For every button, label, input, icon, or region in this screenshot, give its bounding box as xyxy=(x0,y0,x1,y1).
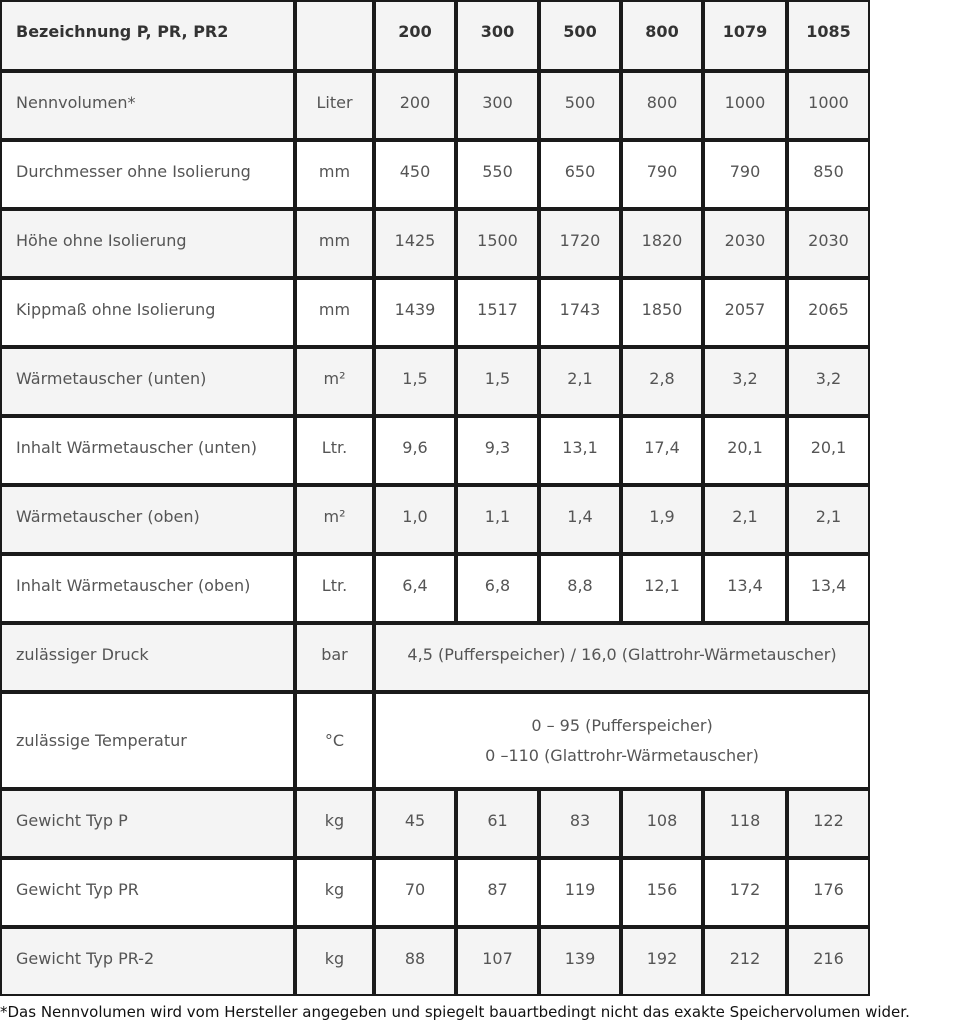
table-row xyxy=(0,485,870,554)
table-row xyxy=(0,140,870,209)
row-label: zulässiger Druck xyxy=(0,623,295,692)
row-value: 9,6 xyxy=(374,416,456,485)
merged-value-line: 0 – 95 (Pufferspeicher) xyxy=(531,715,713,735)
row-value: 1,4 xyxy=(539,485,621,554)
row-value: 2065 xyxy=(787,278,870,347)
table-header-row xyxy=(0,0,870,71)
row-value: 12,1 xyxy=(621,554,703,623)
row-label: Gewicht Typ PR xyxy=(0,858,295,927)
row-value: 156 xyxy=(621,858,703,927)
table-row xyxy=(0,278,870,347)
row-value: 83 xyxy=(539,789,621,858)
table-row xyxy=(0,347,870,416)
row-value: 790 xyxy=(703,140,787,209)
row-value: 122 xyxy=(787,789,870,858)
header-label: Bezeichnung P, PR, PR2 xyxy=(0,0,295,71)
row-value: 3,2 xyxy=(703,347,787,416)
row-value: 850 xyxy=(787,140,870,209)
row-unit: m² xyxy=(295,347,374,416)
row-value: 1439 xyxy=(374,278,456,347)
row-value: 2030 xyxy=(787,209,870,278)
row-value: 1,5 xyxy=(374,347,456,416)
row-value: 87 xyxy=(456,858,539,927)
row-value: 1500 xyxy=(456,209,539,278)
row-value: 3,2 xyxy=(787,347,870,416)
header-model: 300 xyxy=(456,0,539,71)
row-value: 1,1 xyxy=(456,485,539,554)
row-value: 61 xyxy=(456,789,539,858)
row-value: 88 xyxy=(374,927,456,996)
merged-value-line: 0 –110 (Glattrohr-Wärmetauscher) xyxy=(485,745,759,765)
header-model: 800 xyxy=(621,0,703,71)
row-value: 8,8 xyxy=(539,554,621,623)
row-value: 9,3 xyxy=(456,416,539,485)
row-unit: m² xyxy=(295,485,374,554)
table-row xyxy=(0,927,870,996)
row-unit: kg xyxy=(295,858,374,927)
table-row xyxy=(0,71,870,140)
row-value: 13,1 xyxy=(539,416,621,485)
footnote: *Das Nennvolumen wird vom Hersteller angegeben und spiegelt bauartbedingt nicht das exakte Speichervolumen wider. xyxy=(0,1003,910,1021)
table-row xyxy=(0,416,870,485)
row-unit: Liter xyxy=(295,71,374,140)
row-label: Durchmesser ohne Isolierung xyxy=(0,140,295,209)
row-value: 2,1 xyxy=(703,485,787,554)
row-value: 176 xyxy=(787,858,870,927)
header-unit xyxy=(295,0,374,71)
merged-value-cell: 4,5 (Pufferspeicher) / 16,0 (Glattrohr-Wärmetauscher) xyxy=(374,623,870,692)
row-value: 1,0 xyxy=(374,485,456,554)
merged-value-cell xyxy=(374,692,870,789)
row-label: Gewicht Typ PR-2 xyxy=(0,927,295,996)
row-unit: Ltr. xyxy=(295,416,374,485)
row-label: Gewicht Typ P xyxy=(0,789,295,858)
row-value: 172 xyxy=(703,858,787,927)
row-label: zulässige Temperatur xyxy=(0,692,295,789)
row-unit: bar xyxy=(295,623,374,692)
header-model: 500 xyxy=(539,0,621,71)
row-label: Wärmetauscher (oben) xyxy=(0,485,295,554)
row-label: Inhalt Wärmetauscher (oben) xyxy=(0,554,295,623)
row-unit: kg xyxy=(295,789,374,858)
row-value: 1000 xyxy=(787,71,870,140)
row-value: 790 xyxy=(621,140,703,209)
row-value: 107 xyxy=(456,927,539,996)
row-value: 1425 xyxy=(374,209,456,278)
header-model: 1085 xyxy=(787,0,870,71)
row-value: 17,4 xyxy=(621,416,703,485)
row-value: 13,4 xyxy=(703,554,787,623)
row-unit: mm xyxy=(295,209,374,278)
row-value: 119 xyxy=(539,858,621,927)
row-value: 1850 xyxy=(621,278,703,347)
row-unit: Ltr. xyxy=(295,554,374,623)
table-row xyxy=(0,209,870,278)
row-value: 800 xyxy=(621,71,703,140)
row-value: 13,4 xyxy=(787,554,870,623)
row-value: 118 xyxy=(703,789,787,858)
row-value: 2030 xyxy=(703,209,787,278)
row-value: 450 xyxy=(374,140,456,209)
table-row xyxy=(0,692,870,789)
row-value: 650 xyxy=(539,140,621,209)
row-label: Kippmaß ohne Isolierung xyxy=(0,278,295,347)
row-value: 192 xyxy=(621,927,703,996)
row-value: 6,8 xyxy=(456,554,539,623)
row-value: 500 xyxy=(539,71,621,140)
row-value: 1000 xyxy=(703,71,787,140)
row-value: 2057 xyxy=(703,278,787,347)
table-row xyxy=(0,623,870,692)
row-label: Höhe ohne Isolierung xyxy=(0,209,295,278)
row-value: 2,1 xyxy=(539,347,621,416)
row-unit: mm xyxy=(295,140,374,209)
row-value: 1,5 xyxy=(456,347,539,416)
row-value: 300 xyxy=(456,71,539,140)
row-value: 20,1 xyxy=(787,416,870,485)
row-value: 139 xyxy=(539,927,621,996)
row-unit: kg xyxy=(295,927,374,996)
row-value: 1720 xyxy=(539,209,621,278)
header-model: 200 xyxy=(374,0,456,71)
table-row xyxy=(0,789,870,858)
row-unit: mm xyxy=(295,278,374,347)
row-value: 45 xyxy=(374,789,456,858)
row-value: 2,1 xyxy=(787,485,870,554)
row-value: 2,8 xyxy=(621,347,703,416)
row-value: 212 xyxy=(703,927,787,996)
row-label: Wärmetauscher (unten) xyxy=(0,347,295,416)
row-value: 216 xyxy=(787,927,870,996)
row-value: 1820 xyxy=(621,209,703,278)
row-value: 1,9 xyxy=(621,485,703,554)
row-value: 108 xyxy=(621,789,703,858)
row-value: 1517 xyxy=(456,278,539,347)
header-model: 1079 xyxy=(703,0,787,71)
row-value: 20,1 xyxy=(703,416,787,485)
row-value: 1743 xyxy=(539,278,621,347)
row-value: 200 xyxy=(374,71,456,140)
row-value: 70 xyxy=(374,858,456,927)
table-row xyxy=(0,858,870,927)
row-unit: °C xyxy=(295,692,374,789)
table-row xyxy=(0,554,870,623)
row-value: 6,4 xyxy=(374,554,456,623)
row-label: Inhalt Wärmetauscher (unten) xyxy=(0,416,295,485)
row-label: Nennvolumen* xyxy=(0,71,295,140)
row-value: 550 xyxy=(456,140,539,209)
